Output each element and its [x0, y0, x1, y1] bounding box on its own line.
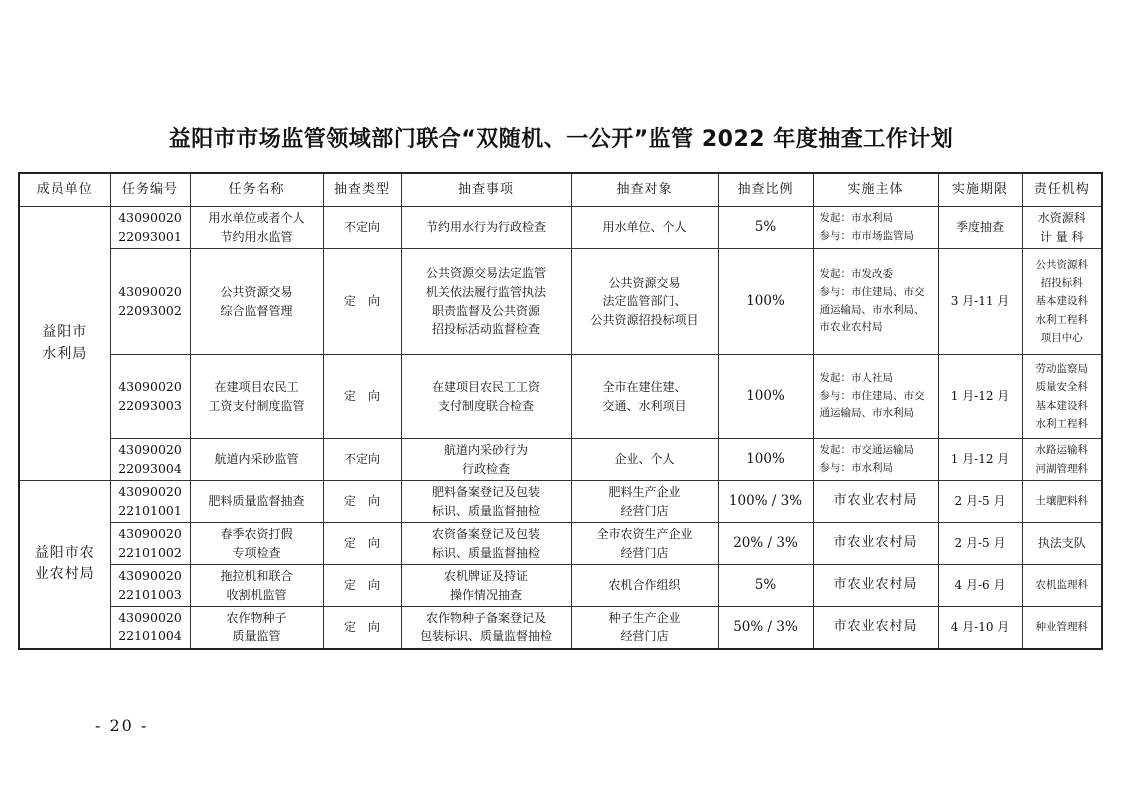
inspection-items: 公共资源交易法定监管 机关依法履行监管执法 职责监督及公共资源 招投标活动监督检查 — [401, 249, 571, 355]
table-row — [19, 481, 1102, 523]
inspection-objects: 全市农资生产企业 经营门店 — [571, 523, 718, 565]
inspection-items: 在建项目农民工工资 支付制度联合检查 — [401, 355, 571, 439]
inspection-objects: 公共资源交易 法定监管部门、 公共资源招投标项目 — [571, 249, 718, 355]
implementing-body: 发起：市水利局 参与：市市场监管局 — [813, 207, 938, 249]
inspection-objects: 种子生产企业 经营门店 — [571, 607, 718, 649]
unit-cell: 益阳市农 业农村局 — [19, 481, 110, 649]
responsible-agency: 农机监理科 — [1022, 565, 1102, 607]
implementing-body: 发起：市交通运输局 参与：市水利局 — [813, 439, 938, 481]
inspection-ratio: 50% / 3% — [718, 607, 813, 649]
task-code: 43090020 22093002 — [110, 249, 190, 355]
task-name: 用水单位或者个人 节约用水监管 — [190, 207, 323, 249]
header-code: 任务编号 — [110, 173, 190, 207]
responsible-agency: 水资源科 计 量 科 — [1022, 207, 1102, 249]
period: 2 月-5 月 — [938, 481, 1022, 523]
inspection-ratio: 5% — [718, 207, 813, 249]
inspection-items: 农机牌证及持证 操作情况抽查 — [401, 565, 571, 607]
inspection-type: 定 向 — [323, 607, 401, 649]
table-row — [19, 249, 1102, 355]
inspection-ratio: 100% / 3% — [718, 481, 813, 523]
inspection-type: 不定向 — [323, 439, 401, 481]
period: 4 月-6 月 — [938, 565, 1022, 607]
period: 季度抽查 — [938, 207, 1022, 249]
inspection-objects: 肥料生产企业 经营门店 — [571, 481, 718, 523]
header-unit: 成员单位 — [19, 173, 110, 207]
task-code: 43090020 22093001 — [110, 207, 190, 249]
inspection-objects: 企业、个人 — [571, 439, 718, 481]
inspection-objects: 用水单位、个人 — [571, 207, 718, 249]
responsible-agency: 土壤肥料科 — [1022, 481, 1102, 523]
responsible-agency: 劳动监察局 质量安全科 基本建设科 水利工程科 — [1022, 355, 1102, 439]
task-code: 43090020 22093003 — [110, 355, 190, 439]
header-type: 抽查类型 — [323, 173, 401, 207]
task-code: 43090020 22101002 — [110, 523, 190, 565]
responsible-agency: 执法支队 — [1022, 523, 1102, 565]
task-name: 农作物种子 质量监管 — [190, 607, 323, 649]
inspection-objects: 农机合作组织 — [571, 565, 718, 607]
page-title: 益阳市市场监管领域部门联合“双随机、一公开”监管 2022 年度抽查工作计划 — [168, 127, 954, 152]
implementing-body: 发起：市人社局 参与：市住建局、市交 通运输局、市水利局 — [813, 355, 938, 439]
table-row — [19, 355, 1102, 439]
inspection-objects: 全市在建住建、 交通、水利项目 — [571, 355, 718, 439]
period: 4 月-10 月 — [938, 607, 1022, 649]
table-row — [19, 439, 1102, 481]
inspection-items: 农资备案登记及包装 标识、质量监督抽检 — [401, 523, 571, 565]
unit-cell: 益阳市 水利局 — [19, 207, 110, 481]
task-code: 43090020 22093004 — [110, 439, 190, 481]
inspection-plan-table — [18, 172, 1103, 650]
header-objects: 抽查对象 — [571, 173, 718, 207]
inspection-items: 航道内采砂行为 行政检查 — [401, 439, 571, 481]
header-ratio: 抽查比例 — [718, 173, 813, 207]
inspection-ratio: 100% — [718, 439, 813, 481]
responsible-agency: 公共资源科 招投标科 基本建设科 水利工程科 项目中心 — [1022, 249, 1102, 355]
header-agency: 责任机构 — [1022, 173, 1102, 207]
implementing-body: 市农业农村局 — [813, 481, 938, 523]
table-row — [19, 207, 1102, 249]
task-name: 在建项目农民工 工资支付制度监管 — [190, 355, 323, 439]
inspection-ratio: 5% — [718, 565, 813, 607]
inspection-type: 定 向 — [323, 481, 401, 523]
header-subject: 实施主体 — [813, 173, 938, 207]
table-header-row — [19, 173, 1102, 207]
responsible-agency: 种业管理科 — [1022, 607, 1102, 649]
task-code: 43090020 22101004 — [110, 607, 190, 649]
task-name: 公共资源交易 综合监督管理 — [190, 249, 323, 355]
task-code: 43090020 22101003 — [110, 565, 190, 607]
inspection-items: 肥料备案登记及包装 标识、质量监督抽检 — [401, 481, 571, 523]
implementing-body: 发起：市发改委 参与：市住建局、市交 通运输局、市水利局、 市农业农村局 — [813, 249, 938, 355]
inspection-type: 定 向 — [323, 355, 401, 439]
period: 1 月-12 月 — [938, 439, 1022, 481]
header-period: 实施期限 — [938, 173, 1022, 207]
inspection-items: 农作物种子备案登记及 包装标识、质量监督抽检 — [401, 607, 571, 649]
page-number: - 20 - — [95, 716, 149, 735]
task-name: 肥料质量监督抽查 — [190, 481, 323, 523]
inspection-ratio: 20% / 3% — [718, 523, 813, 565]
table-row — [19, 607, 1102, 649]
header-task-name: 任务名称 — [190, 173, 323, 207]
responsible-agency: 水路运输科 河湖管理科 — [1022, 439, 1102, 481]
inspection-ratio: 100% — [718, 355, 813, 439]
inspection-type: 不定向 — [323, 207, 401, 249]
inspection-ratio: 100% — [718, 249, 813, 355]
task-code: 43090020 22101001 — [110, 481, 190, 523]
table-row — [19, 523, 1102, 565]
header-items: 抽查事项 — [401, 173, 571, 207]
inspection-type: 定 向 — [323, 565, 401, 607]
task-name: 春季农资打假 专项检查 — [190, 523, 323, 565]
period: 2 月-5 月 — [938, 523, 1022, 565]
implementing-body: 市农业农村局 — [813, 607, 938, 649]
inspection-items: 节约用水行为行政检查 — [401, 207, 571, 249]
inspection-type: 定 向 — [323, 249, 401, 355]
inspection-type: 定 向 — [323, 523, 401, 565]
implementing-body: 市农业农村局 — [813, 565, 938, 607]
period: 3 月-11 月 — [938, 249, 1022, 355]
task-name: 航道内采砂监管 — [190, 439, 323, 481]
period: 1 月-12 月 — [938, 355, 1022, 439]
table-row — [19, 565, 1102, 607]
implementing-body: 市农业农村局 — [813, 523, 938, 565]
task-name: 拖拉机和联合 收割机监管 — [190, 565, 323, 607]
